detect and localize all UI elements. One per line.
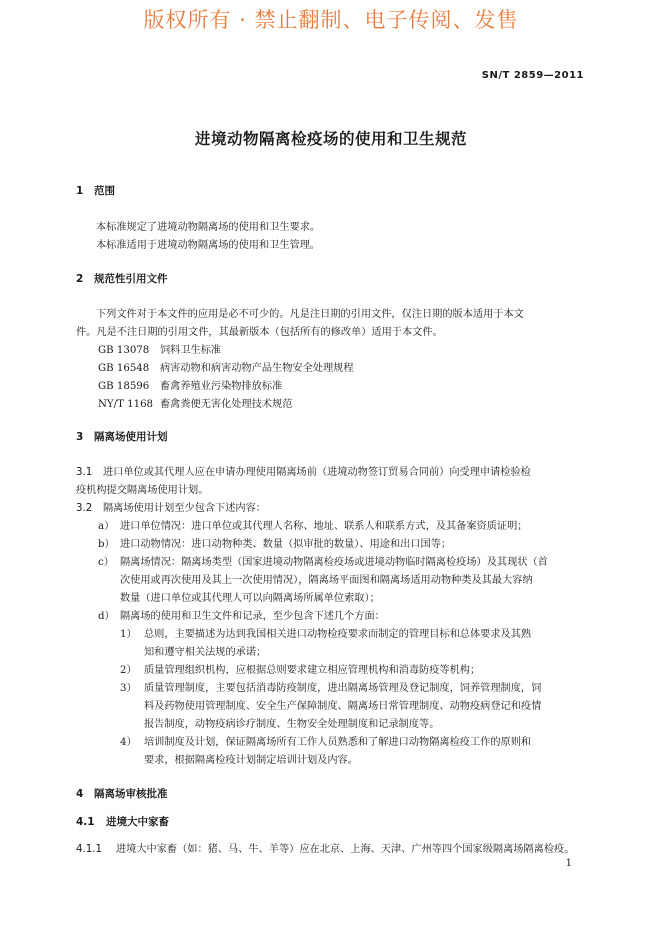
paragraph: 次使用或再次使用及其上一次使用情况），隔离场平面图和隔离场适用动物种类及其最大容纳 xyxy=(120,575,533,586)
paragraph: 本标准规定了进境动物隔离场的使用和卫生要求。 xyxy=(96,222,321,233)
section-number: 3 xyxy=(76,431,84,443)
list-text: 质量管理组织机构，应根据总则要求建立相应管理机构和消毒防疫等机构； xyxy=(144,665,481,676)
page-number: 1 xyxy=(565,858,572,869)
list-marker: 3） xyxy=(120,683,137,694)
copyright-watermark: 版权所有 · 禁止翻制、电子传阅、发售 xyxy=(143,8,519,32)
reference-item xyxy=(98,341,221,356)
document-title: 进境动物隔离检疫场的使用和卫生规范 xyxy=(194,130,467,148)
clause-4-1-1 xyxy=(76,840,574,855)
clause-number: 4.1.1 xyxy=(76,844,102,855)
clause-3-2 xyxy=(76,499,266,514)
paragraph: 报告制度，动物疫病诊疗制度、生物安全处理制度和记录制度等。 xyxy=(144,719,440,730)
standard-number: SN/T 2859—2011 xyxy=(481,70,584,81)
clause-3-1 xyxy=(76,463,531,478)
clause-title: 进境大中家畜 xyxy=(106,816,169,828)
clause-number: 3.2 xyxy=(76,503,93,514)
list-text: 隔离场的使用和卫生文件和记录，至少包含下述几个方面： xyxy=(120,611,385,622)
section-number: 1 xyxy=(76,185,84,197)
sub-item-3 xyxy=(120,679,541,694)
section-2-heading xyxy=(76,271,168,286)
list-item-d xyxy=(98,607,385,622)
section-title: 规范性引用文件 xyxy=(94,273,168,285)
paragraph: 要求，根据隔离检疫计划制定培训计划及内容。 xyxy=(144,755,358,766)
paragraph: 疫机构提交隔离场使用计划。 xyxy=(76,485,209,496)
paragraph: 本标准适用于进境动物隔离场的使用和卫生管理。 xyxy=(96,240,321,251)
reference-item xyxy=(98,395,292,410)
reference-item xyxy=(98,377,282,392)
list-marker: a） xyxy=(98,521,115,532)
list-text: 进口动物情况：进口动物种类、数量（拟审批的数量）、用途和出口国等； xyxy=(120,539,452,550)
clause-text: 进境大中家畜（如：猪、马、牛、羊等）应在北京、上海、天津、广州等四个国家级隔离场隔离检疫。 xyxy=(116,844,575,855)
list-item-a xyxy=(98,517,528,532)
paragraph: 下列文件对于本文件的应用是必不可少的。凡是注日期的引用文件，仅注日期的版本适用于本文 xyxy=(96,309,524,320)
list-text: 培训制度及计划，保证隔离场所有工作人员熟悉和了解进口动物隔离检疫工作的原则和 xyxy=(144,737,532,748)
list-text: 总则，主要描述为达到我国相关进口动物检疫要求而制定的管理目标和总体要求及其熟 xyxy=(144,629,532,640)
paragraph: 知和遵守相关法规的承诺； xyxy=(144,647,267,658)
sub-item-1 xyxy=(120,625,531,640)
list-item-b xyxy=(98,535,451,550)
list-text: 质量管理制度，主要包括消毒防疫制度，进出隔离场管理及登记制度，饲养管理制度，饲 xyxy=(144,683,542,694)
sub-item-2 xyxy=(120,661,480,676)
reference-code: NY/T 1168 xyxy=(98,399,154,410)
paragraph: 数量（进口单位或其代理人可以向隔离场所属单位索取）； xyxy=(120,593,380,604)
list-item-c xyxy=(98,553,548,568)
reference-item xyxy=(98,359,354,374)
reference-code: GB 16548 xyxy=(98,363,150,374)
list-marker: 1） xyxy=(120,629,137,640)
section-number: 4 xyxy=(76,788,84,800)
section-number: 2 xyxy=(76,273,84,285)
clause-number: 3.1 xyxy=(76,467,93,478)
clause-text: 进口单位或其代理人应在申请办理使用隔离场前（进境动物签订贸易合同前）向受理申请检验检 xyxy=(103,467,531,478)
reference-code: GB 13078 xyxy=(98,345,150,356)
clause-number: 4.1 xyxy=(76,816,95,828)
list-marker: 2） xyxy=(120,665,137,676)
clause-4-1-heading xyxy=(76,814,169,829)
list-marker: 4） xyxy=(120,737,137,748)
section-3-heading xyxy=(76,429,168,444)
section-title: 范围 xyxy=(94,185,115,197)
reference-code: GB 18596 xyxy=(98,381,150,392)
section-title: 隔离场使用计划 xyxy=(94,431,168,443)
section-1-heading xyxy=(76,183,115,198)
section-title: 隔离场审核批准 xyxy=(94,788,168,800)
reference-name: 畜禽粪便无害化处理技术规范 xyxy=(160,399,293,410)
paragraph: 料及药物使用管理制度、安全生产保障制度、隔离场日常管理制度、动物疫病登记和疫情 xyxy=(144,701,542,712)
paragraph: 件。凡是不注日期的引用文件，其最新版本（包括所有的修改单）适用于本文件。 xyxy=(76,327,443,338)
reference-name: 病害动物和病害动物产品生物安全处理规程 xyxy=(160,363,354,374)
list-marker: b） xyxy=(98,539,115,550)
clause-text: 隔离场使用计划至少包含下述内容： xyxy=(103,503,266,514)
list-text: 隔离场情况：隔离场类型（国家进境动物隔离检疫场或进境动物临时隔离检疫场）及其现状（首 xyxy=(120,557,548,568)
reference-name: 饲料卫生标准 xyxy=(160,345,222,356)
reference-name: 畜禽养殖业污染物排放标准 xyxy=(160,381,283,392)
sub-item-4 xyxy=(120,733,531,748)
list-marker: c） xyxy=(98,557,114,568)
list-text: 进口单位情况：进口单位或其代理人名称、地址、联系人和联系方式，及其备案资质证明； xyxy=(120,521,528,532)
section-4-heading xyxy=(76,786,168,801)
list-marker: d） xyxy=(98,611,115,622)
